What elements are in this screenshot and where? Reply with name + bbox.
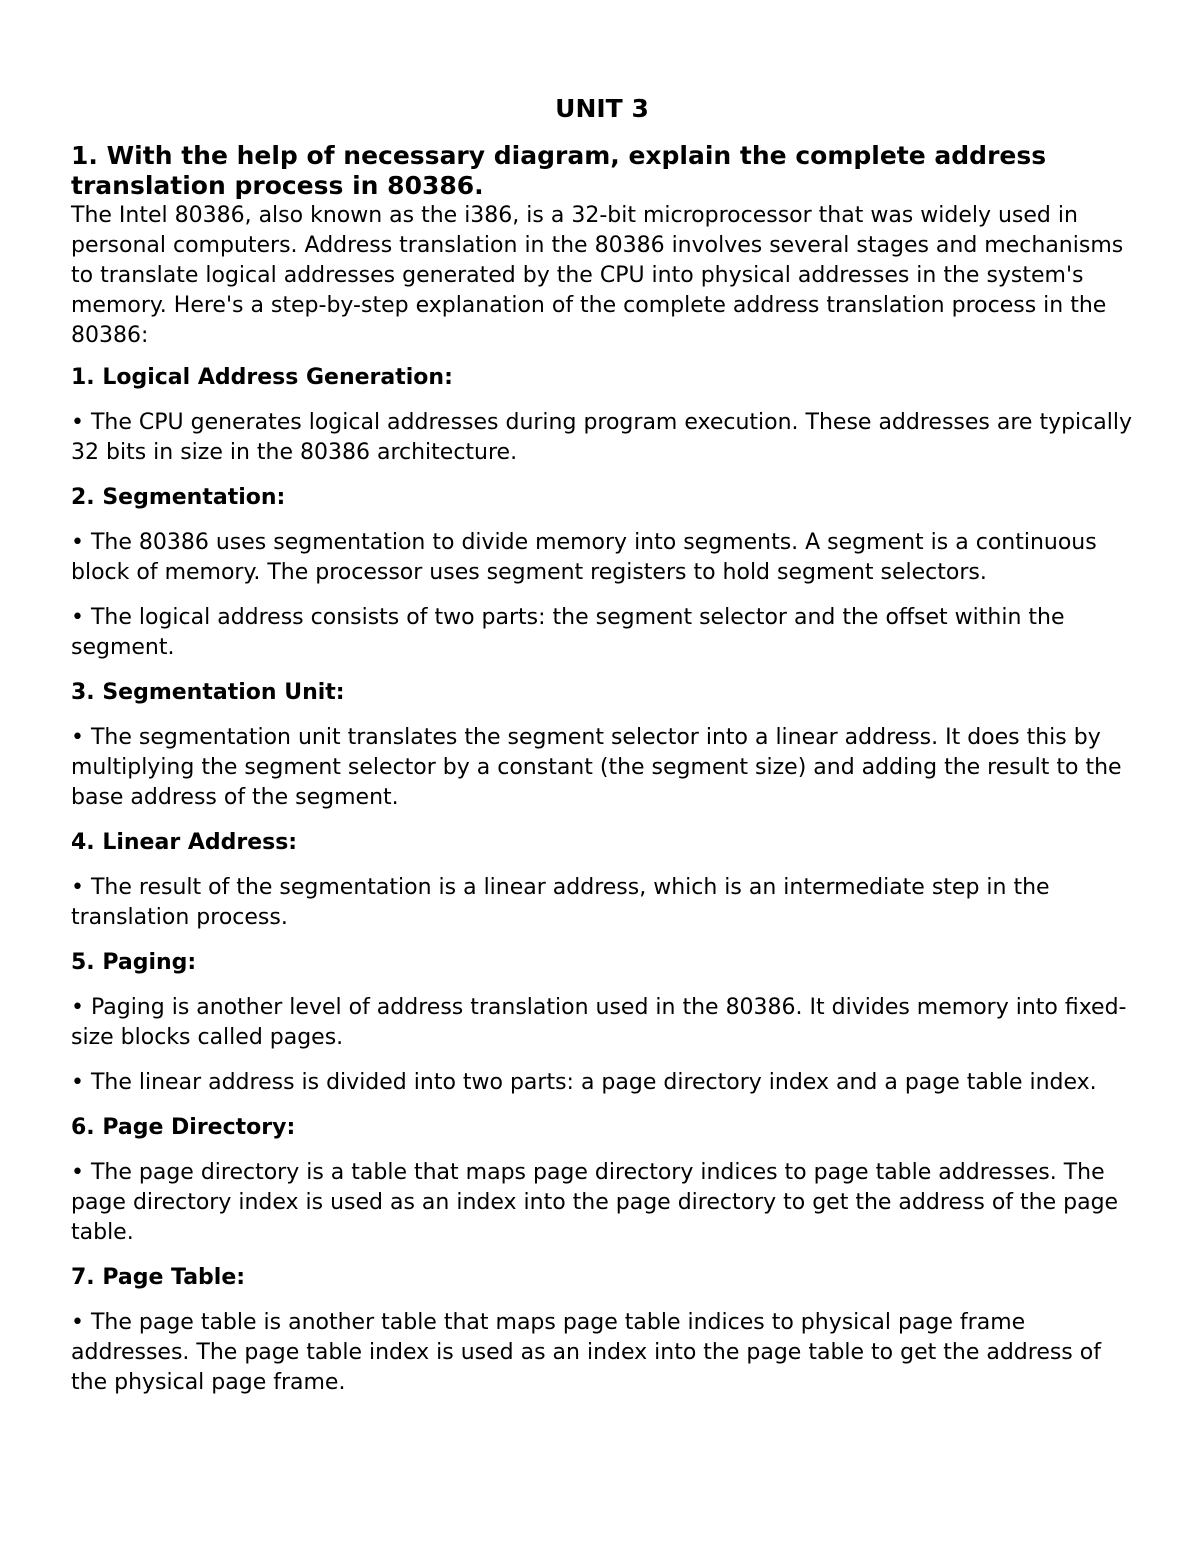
step-heading: 1. Logical Address Generation: xyxy=(71,365,453,390)
step-section xyxy=(71,1113,1133,1248)
step-section xyxy=(71,828,1133,933)
step-bullet: • The 80386 uses segmentation to divide memory into segments. A segment is a continuous block of memory. The processor uses segment registers to hold segment selectors. xyxy=(71,530,1097,585)
step-bullet: • The page table is another table that maps page table indices to physical page frame addresses. The page table index is used as an index into the page table to get the address of the physical page frame. xyxy=(71,1310,1101,1395)
step-bullet: • The CPU generates logical addresses during program execution. These addresses are typically 32 bits in size in the 80386 architecture. xyxy=(71,410,1132,465)
document-page xyxy=(71,93,1133,1413)
step-heading: 2. Segmentation: xyxy=(71,485,286,510)
step-heading: 4. Linear Address: xyxy=(71,830,298,855)
step-bullet: • The logical address consists of two parts: the segment selector and the offset within the segment. xyxy=(71,605,1065,660)
step-bullet: • The page directory is a table that maps page directory indices to page table addresses. The page directory index is used as an index into the page directory to get the address of the page table. xyxy=(71,1160,1119,1245)
unit-title: UNIT 3 xyxy=(555,94,649,123)
step-heading: 6. Page Directory: xyxy=(71,1115,296,1140)
intro-paragraph: The Intel 80386, also known as the i386, is a 32-bit microprocessor that was widely used in personal computers. Address translation in the 80386 involves several stages and mechanisms to translate logical addresses generated by the CPU into physical addresses in the system's memory. Here's a step-by-step explanation of the complete address translation process in the 80386: xyxy=(71,203,1124,348)
step-bullet: • Paging is another level of address translation used in the 80386. It divides memory into fixed-size blocks called pages. xyxy=(71,995,1127,1050)
step-heading: 5. Paging: xyxy=(71,950,197,975)
question-heading: 1. With the help of necessary diagram, explain the complete address translation process in 80386. xyxy=(71,141,1047,200)
step-section xyxy=(71,1263,1133,1398)
step-section xyxy=(71,483,1133,663)
step-bullet: • The segmentation unit translates the segment selector into a linear address. It does this by multiplying the segment selector by a constant (the segment size) and adding the result to the base address of the segment. xyxy=(71,725,1122,810)
step-section xyxy=(71,678,1133,813)
step-section xyxy=(71,948,1133,1098)
step-heading: 3. Segmentation Unit: xyxy=(71,680,345,705)
step-heading: 7. Page Table: xyxy=(71,1265,246,1290)
step-bullet: • The result of the segmentation is a linear address, which is an intermediate step in the translation process. xyxy=(71,875,1050,930)
step-bullet: • The linear address is divided into two parts: a page directory index and a page table index. xyxy=(71,1070,1097,1095)
step-section xyxy=(71,363,1133,468)
